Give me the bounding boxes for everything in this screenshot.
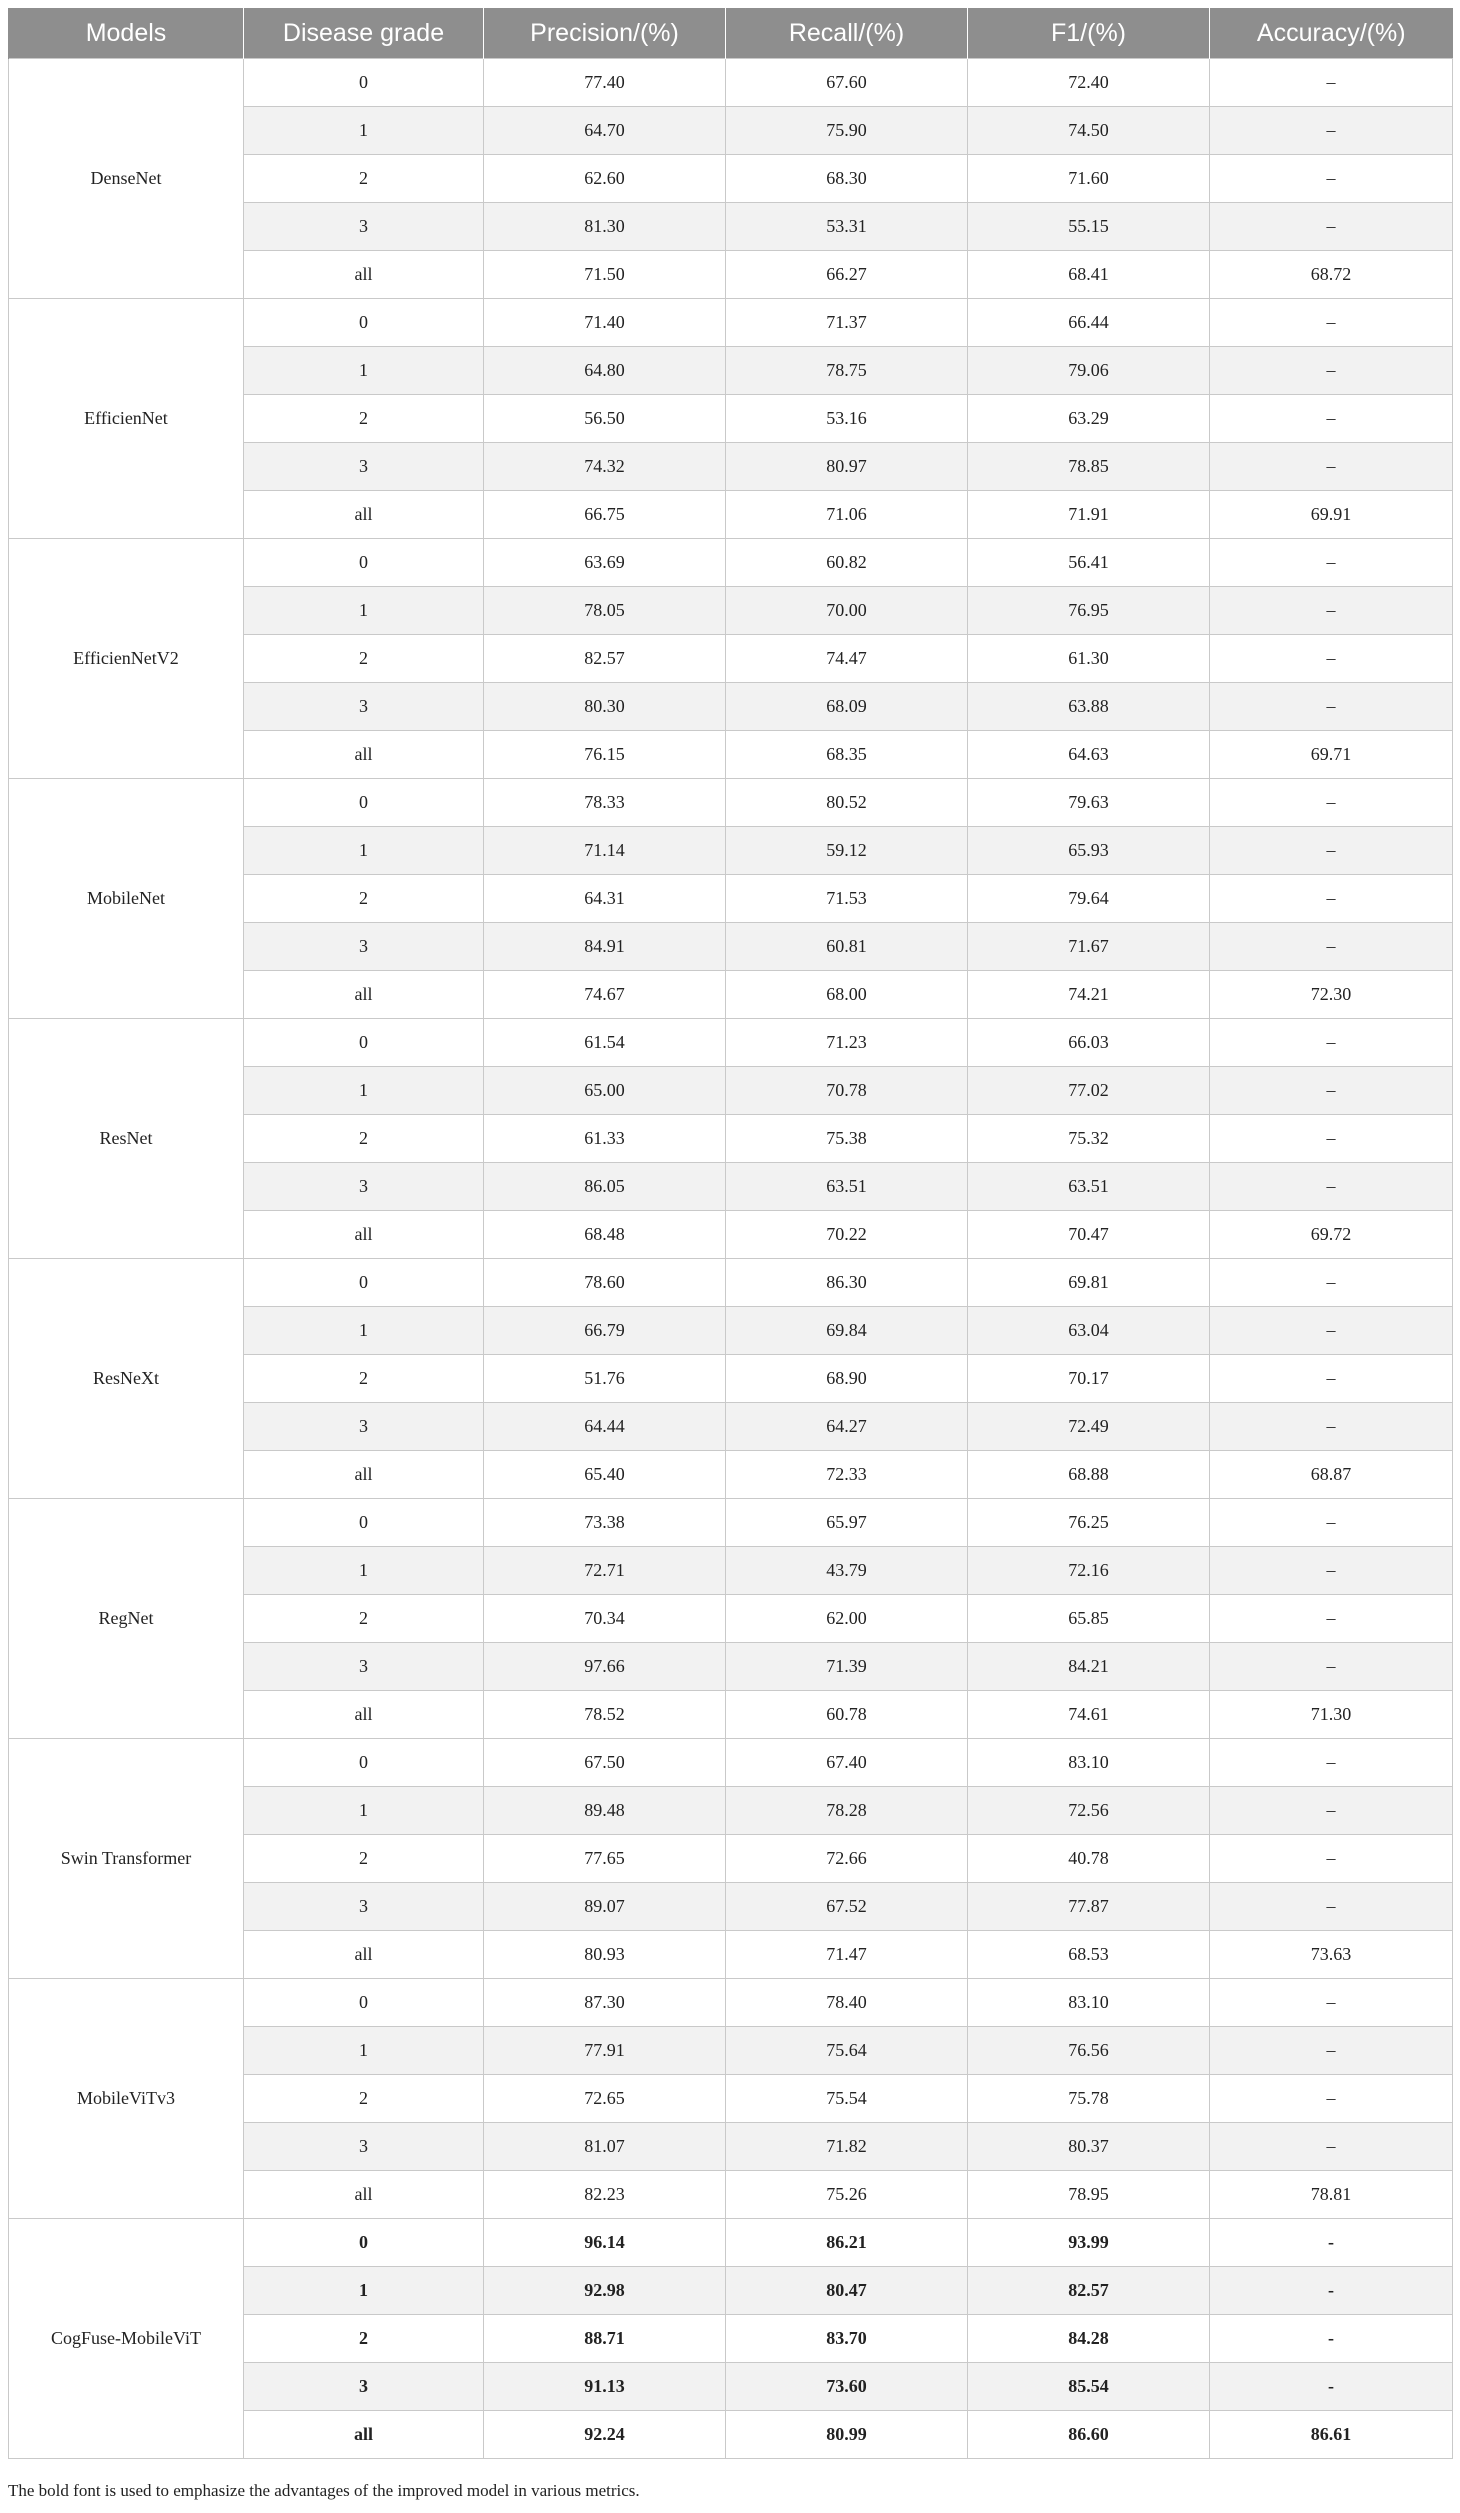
disease-grade-cell: 2: [244, 155, 484, 203]
model-name-cell: DenseNet: [9, 59, 244, 299]
disease-grade-cell: 0: [244, 1259, 484, 1307]
recall-cell: 64.27: [726, 1403, 968, 1451]
accuracy-cell: –: [1210, 107, 1453, 155]
recall-cell: 66.27: [726, 251, 968, 299]
precision-cell: 64.44: [484, 1403, 726, 1451]
f1-cell: 64.63: [968, 731, 1210, 779]
accuracy-cell: –: [1210, 827, 1453, 875]
accuracy-cell: –: [1210, 1547, 1453, 1595]
precision-cell: 72.71: [484, 1547, 726, 1595]
accuracy-cell: 78.81: [1210, 2171, 1453, 2219]
recall-cell: 63.51: [726, 1163, 968, 1211]
f1-cell: 65.85: [968, 1595, 1210, 1643]
recall-cell: 75.90: [726, 107, 968, 155]
model-name-cell: EfficienNet: [9, 299, 244, 539]
precision-cell: 77.91: [484, 2027, 726, 2075]
recall-cell: 53.31: [726, 203, 968, 251]
f1-cell: 82.57: [968, 2267, 1210, 2315]
f1-cell: 84.21: [968, 1643, 1210, 1691]
precision-cell: 63.69: [484, 539, 726, 587]
f1-cell: 63.88: [968, 683, 1210, 731]
disease-grade-cell: 3: [244, 1643, 484, 1691]
f1-cell: 76.56: [968, 2027, 1210, 2075]
f1-cell: 72.49: [968, 1403, 1210, 1451]
precision-cell: 68.48: [484, 1211, 726, 1259]
precision-cell: 80.93: [484, 1931, 726, 1979]
header-row: [9, 8, 1453, 59]
recall-cell: 70.78: [726, 1067, 968, 1115]
recall-cell: 60.82: [726, 539, 968, 587]
accuracy-cell: -: [1210, 2363, 1453, 2411]
precision-cell: 97.66: [484, 1643, 726, 1691]
disease-grade-cell: 3: [244, 2363, 484, 2411]
disease-grade-cell: 1: [244, 2267, 484, 2315]
recall-cell: 59.12: [726, 827, 968, 875]
f1-cell: 72.40: [968, 59, 1210, 107]
precision-cell: 82.23: [484, 2171, 726, 2219]
precision-cell: 77.65: [484, 1835, 726, 1883]
model-name-cell: Swin Transformer: [9, 1739, 244, 1979]
accuracy-cell: –: [1210, 1067, 1453, 1115]
accuracy-cell: –: [1210, 155, 1453, 203]
recall-cell: 78.40: [726, 1979, 968, 2027]
recall-cell: 74.47: [726, 635, 968, 683]
accuracy-cell: –: [1210, 875, 1453, 923]
model-name-cell: MobileNet: [9, 779, 244, 1019]
accuracy-cell: –: [1210, 587, 1453, 635]
precision-cell: 91.13: [484, 2363, 726, 2411]
accuracy-cell: –: [1210, 635, 1453, 683]
disease-grade-cell: 1: [244, 827, 484, 875]
precision-cell: 88.71: [484, 2315, 726, 2363]
accuracy-cell: –: [1210, 2027, 1453, 2075]
disease-grade-cell: 0: [244, 1979, 484, 2027]
disease-grade-cell: 1: [244, 107, 484, 155]
f1-cell: 80.37: [968, 2123, 1210, 2171]
table-row: [9, 1259, 1453, 1307]
disease-grade-cell: 2: [244, 875, 484, 923]
table-row: [9, 779, 1453, 827]
precision-cell: 81.07: [484, 2123, 726, 2171]
accuracy-cell: –: [1210, 347, 1453, 395]
accuracy-cell: 69.71: [1210, 731, 1453, 779]
header-precision: Precision/(%): [484, 8, 726, 59]
f1-cell: 74.61: [968, 1691, 1210, 1739]
f1-cell: 78.95: [968, 2171, 1210, 2219]
table-row: [9, 1739, 1453, 1787]
header-models: Models: [9, 8, 244, 59]
accuracy-cell: –: [1210, 1835, 1453, 1883]
precision-cell: 64.80: [484, 347, 726, 395]
recall-cell: 68.90: [726, 1355, 968, 1403]
model-name-cell: EfficienNetV2: [9, 539, 244, 779]
recall-cell: 80.47: [726, 2267, 968, 2315]
f1-cell: 79.63: [968, 779, 1210, 827]
f1-cell: 75.78: [968, 2075, 1210, 2123]
recall-cell: 71.23: [726, 1019, 968, 1067]
disease-grade-cell: all: [244, 1451, 484, 1499]
precision-cell: 78.05: [484, 587, 726, 635]
precision-cell: 67.50: [484, 1739, 726, 1787]
f1-cell: 83.10: [968, 1979, 1210, 2027]
accuracy-cell: –: [1210, 59, 1453, 107]
disease-grade-cell: all: [244, 1931, 484, 1979]
accuracy-cell: –: [1210, 1115, 1453, 1163]
recall-cell: 68.09: [726, 683, 968, 731]
disease-grade-cell: 0: [244, 299, 484, 347]
f1-cell: 86.60: [968, 2411, 1210, 2459]
recall-cell: 80.97: [726, 443, 968, 491]
recall-cell: 86.30: [726, 1259, 968, 1307]
disease-grade-cell: 0: [244, 779, 484, 827]
table-row: [9, 1499, 1453, 1547]
recall-cell: 75.26: [726, 2171, 968, 2219]
disease-grade-cell: 2: [244, 1115, 484, 1163]
recall-cell: 78.75: [726, 347, 968, 395]
disease-grade-cell: 2: [244, 1595, 484, 1643]
disease-grade-cell: 0: [244, 1739, 484, 1787]
accuracy-cell: –: [1210, 1019, 1453, 1067]
recall-cell: 86.21: [726, 2219, 968, 2267]
accuracy-cell: –: [1210, 1643, 1453, 1691]
recall-cell: 65.97: [726, 1499, 968, 1547]
header-disease-grade: Disease grade: [244, 8, 484, 59]
accuracy-cell: –: [1210, 1739, 1453, 1787]
model-name-cell: RegNet: [9, 1499, 244, 1739]
disease-grade-cell: all: [244, 491, 484, 539]
accuracy-cell: 69.72: [1210, 1211, 1453, 1259]
recall-cell: 71.82: [726, 2123, 968, 2171]
precision-cell: 78.33: [484, 779, 726, 827]
disease-grade-cell: 3: [244, 1163, 484, 1211]
accuracy-cell: –: [1210, 203, 1453, 251]
precision-cell: 81.30: [484, 203, 726, 251]
accuracy-cell: –: [1210, 443, 1453, 491]
disease-grade-cell: 2: [244, 2075, 484, 2123]
model-name-cell: MobileViTv3: [9, 1979, 244, 2219]
precision-cell: 61.54: [484, 1019, 726, 1067]
disease-grade-cell: 0: [244, 59, 484, 107]
f1-cell: 63.29: [968, 395, 1210, 443]
disease-grade-cell: all: [244, 251, 484, 299]
f1-cell: 72.16: [968, 1547, 1210, 1595]
recall-cell: 69.84: [726, 1307, 968, 1355]
f1-cell: 77.02: [968, 1067, 1210, 1115]
precision-cell: 89.48: [484, 1787, 726, 1835]
disease-grade-cell: 2: [244, 2315, 484, 2363]
footnote: The bold font is used to emphasize the advantages of the improved model in various metrics.: [8, 2481, 640, 2500]
precision-cell: 92.24: [484, 2411, 726, 2459]
accuracy-cell: 73.63: [1210, 1931, 1453, 1979]
f1-cell: 76.95: [968, 587, 1210, 635]
recall-cell: 73.60: [726, 2363, 968, 2411]
precision-cell: 65.00: [484, 1067, 726, 1115]
precision-cell: 77.40: [484, 59, 726, 107]
precision-cell: 56.50: [484, 395, 726, 443]
f1-cell: 85.54: [968, 2363, 1210, 2411]
precision-cell: 61.33: [484, 1115, 726, 1163]
f1-cell: 79.64: [968, 875, 1210, 923]
accuracy-cell: –: [1210, 1499, 1453, 1547]
accuracy-cell: –: [1210, 539, 1453, 587]
accuracy-cell: –: [1210, 299, 1453, 347]
precision-cell: 71.40: [484, 299, 726, 347]
accuracy-cell: –: [1210, 2075, 1453, 2123]
disease-grade-cell: 3: [244, 1403, 484, 1451]
accuracy-cell: 72.30: [1210, 971, 1453, 1019]
f1-cell: 79.06: [968, 347, 1210, 395]
accuracy-cell: –: [1210, 683, 1453, 731]
precision-cell: 78.52: [484, 1691, 726, 1739]
table-row: [9, 2219, 1453, 2267]
model-name-cell: ResNet: [9, 1019, 244, 1259]
precision-cell: 70.34: [484, 1595, 726, 1643]
f1-cell: 76.25: [968, 1499, 1210, 1547]
disease-grade-cell: 1: [244, 347, 484, 395]
f1-cell: 63.04: [968, 1307, 1210, 1355]
precision-cell: 73.38: [484, 1499, 726, 1547]
disease-grade-cell: 3: [244, 203, 484, 251]
accuracy-cell: –: [1210, 395, 1453, 443]
f1-cell: 83.10: [968, 1739, 1210, 1787]
recall-cell: 68.35: [726, 731, 968, 779]
accuracy-cell: 86.61: [1210, 2411, 1453, 2459]
accuracy-cell: 68.72: [1210, 251, 1453, 299]
accuracy-cell: –: [1210, 1163, 1453, 1211]
recall-cell: 72.33: [726, 1451, 968, 1499]
disease-grade-cell: 0: [244, 1019, 484, 1067]
precision-cell: 82.57: [484, 635, 726, 683]
disease-grade-cell: 3: [244, 2123, 484, 2171]
disease-grade-cell: 1: [244, 587, 484, 635]
recall-cell: 43.79: [726, 1547, 968, 1595]
accuracy-cell: –: [1210, 1595, 1453, 1643]
recall-cell: 75.64: [726, 2027, 968, 2075]
accuracy-cell: 68.87: [1210, 1451, 1453, 1499]
precision-cell: 86.05: [484, 1163, 726, 1211]
precision-cell: 78.60: [484, 1259, 726, 1307]
recall-cell: 67.60: [726, 59, 968, 107]
results-table: [8, 8, 1453, 2459]
f1-cell: 40.78: [968, 1835, 1210, 1883]
f1-cell: 56.41: [968, 539, 1210, 587]
precision-cell: 92.98: [484, 2267, 726, 2315]
accuracy-cell: –: [1210, 779, 1453, 827]
f1-cell: 66.44: [968, 299, 1210, 347]
f1-cell: 70.17: [968, 1355, 1210, 1403]
recall-cell: 71.47: [726, 1931, 968, 1979]
disease-grade-cell: 1: [244, 1787, 484, 1835]
precision-cell: 74.32: [484, 443, 726, 491]
accuracy-cell: 69.91: [1210, 491, 1453, 539]
accuracy-cell: –: [1210, 1883, 1453, 1931]
accuracy-cell: –: [1210, 1259, 1453, 1307]
recall-cell: 68.00: [726, 971, 968, 1019]
accuracy-cell: -: [1210, 2267, 1453, 2315]
precision-cell: 64.31: [484, 875, 726, 923]
table-row: [9, 299, 1453, 347]
header-accuracy: Accuracy/(%): [1210, 8, 1453, 59]
precision-cell: 71.50: [484, 251, 726, 299]
f1-cell: 63.51: [968, 1163, 1210, 1211]
precision-cell: 74.67: [484, 971, 726, 1019]
accuracy-cell: –: [1210, 1307, 1453, 1355]
recall-cell: 80.99: [726, 2411, 968, 2459]
f1-cell: 74.50: [968, 107, 1210, 155]
recall-cell: 60.81: [726, 923, 968, 971]
f1-cell: 93.99: [968, 2219, 1210, 2267]
f1-cell: 61.30: [968, 635, 1210, 683]
model-name-cell: ResNeXt: [9, 1259, 244, 1499]
f1-cell: 75.32: [968, 1115, 1210, 1163]
recall-cell: 53.16: [726, 395, 968, 443]
f1-cell: 84.28: [968, 2315, 1210, 2363]
disease-grade-cell: 1: [244, 1307, 484, 1355]
f1-cell: 55.15: [968, 203, 1210, 251]
recall-cell: 80.52: [726, 779, 968, 827]
disease-grade-cell: 2: [244, 635, 484, 683]
recall-cell: 67.52: [726, 1883, 968, 1931]
disease-grade-cell: all: [244, 1691, 484, 1739]
precision-cell: 80.30: [484, 683, 726, 731]
disease-grade-cell: 1: [244, 1547, 484, 1595]
disease-grade-cell: 3: [244, 683, 484, 731]
disease-grade-cell: all: [244, 1211, 484, 1259]
disease-grade-cell: all: [244, 731, 484, 779]
header-recall: Recall/(%): [726, 8, 968, 59]
accuracy-cell: –: [1210, 1979, 1453, 2027]
recall-cell: 71.39: [726, 1643, 968, 1691]
disease-grade-cell: 0: [244, 1499, 484, 1547]
precision-cell: 87.30: [484, 1979, 726, 2027]
disease-grade-cell: 2: [244, 395, 484, 443]
recall-cell: 67.40: [726, 1739, 968, 1787]
accuracy-cell: –: [1210, 1403, 1453, 1451]
precision-cell: 51.76: [484, 1355, 726, 1403]
f1-cell: 68.53: [968, 1931, 1210, 1979]
accuracy-cell: 71.30: [1210, 1691, 1453, 1739]
recall-cell: 71.37: [726, 299, 968, 347]
accuracy-cell: –: [1210, 1787, 1453, 1835]
f1-cell: 70.47: [968, 1211, 1210, 1259]
recall-cell: 70.00: [726, 587, 968, 635]
recall-cell: 71.06: [726, 491, 968, 539]
disease-grade-cell: 2: [244, 1835, 484, 1883]
table-body: [9, 59, 1453, 2459]
f1-cell: 71.91: [968, 491, 1210, 539]
f1-cell: 65.93: [968, 827, 1210, 875]
precision-cell: 62.60: [484, 155, 726, 203]
f1-cell: 68.41: [968, 251, 1210, 299]
precision-cell: 89.07: [484, 1883, 726, 1931]
precision-cell: 66.79: [484, 1307, 726, 1355]
recall-cell: 83.70: [726, 2315, 968, 2363]
disease-grade-cell: 2: [244, 1355, 484, 1403]
disease-grade-cell: 3: [244, 443, 484, 491]
recall-cell: 72.66: [726, 1835, 968, 1883]
f1-cell: 69.81: [968, 1259, 1210, 1307]
precision-cell: 64.70: [484, 107, 726, 155]
precision-cell: 84.91: [484, 923, 726, 971]
model-name-cell: CogFuse-MobileViT: [9, 2219, 244, 2459]
recall-cell: 70.22: [726, 1211, 968, 1259]
f1-cell: 66.03: [968, 1019, 1210, 1067]
f1-cell: 71.60: [968, 155, 1210, 203]
f1-cell: 74.21: [968, 971, 1210, 1019]
precision-cell: 96.14: [484, 2219, 726, 2267]
disease-grade-cell: 0: [244, 2219, 484, 2267]
table-row: [9, 1019, 1453, 1067]
disease-grade-cell: 1: [244, 1067, 484, 1115]
recall-cell: 60.78: [726, 1691, 968, 1739]
disease-grade-cell: 3: [244, 923, 484, 971]
precision-cell: 71.14: [484, 827, 726, 875]
accuracy-cell: –: [1210, 1355, 1453, 1403]
precision-cell: 65.40: [484, 1451, 726, 1499]
f1-cell: 68.88: [968, 1451, 1210, 1499]
disease-grade-cell: all: [244, 2411, 484, 2459]
f1-cell: 78.85: [968, 443, 1210, 491]
recall-cell: 62.00: [726, 1595, 968, 1643]
recall-cell: 75.38: [726, 1115, 968, 1163]
recall-cell: 68.30: [726, 155, 968, 203]
header-f1: F1/(%): [968, 8, 1210, 59]
disease-grade-cell: all: [244, 971, 484, 1019]
accuracy-cell: -: [1210, 2219, 1453, 2267]
accuracy-cell: -: [1210, 2315, 1453, 2363]
disease-grade-cell: 1: [244, 2027, 484, 2075]
f1-cell: 77.87: [968, 1883, 1210, 1931]
table-row: [9, 1979, 1453, 2027]
precision-cell: 66.75: [484, 491, 726, 539]
precision-cell: 72.65: [484, 2075, 726, 2123]
disease-grade-cell: all: [244, 2171, 484, 2219]
accuracy-cell: –: [1210, 2123, 1453, 2171]
disease-grade-cell: 0: [244, 539, 484, 587]
table-row: [9, 59, 1453, 107]
recall-cell: 75.54: [726, 2075, 968, 2123]
table-row: [9, 539, 1453, 587]
accuracy-cell: –: [1210, 923, 1453, 971]
disease-grade-cell: 3: [244, 1883, 484, 1931]
f1-cell: 71.67: [968, 923, 1210, 971]
precision-cell: 76.15: [484, 731, 726, 779]
recall-cell: 71.53: [726, 875, 968, 923]
recall-cell: 78.28: [726, 1787, 968, 1835]
f1-cell: 72.56: [968, 1787, 1210, 1835]
